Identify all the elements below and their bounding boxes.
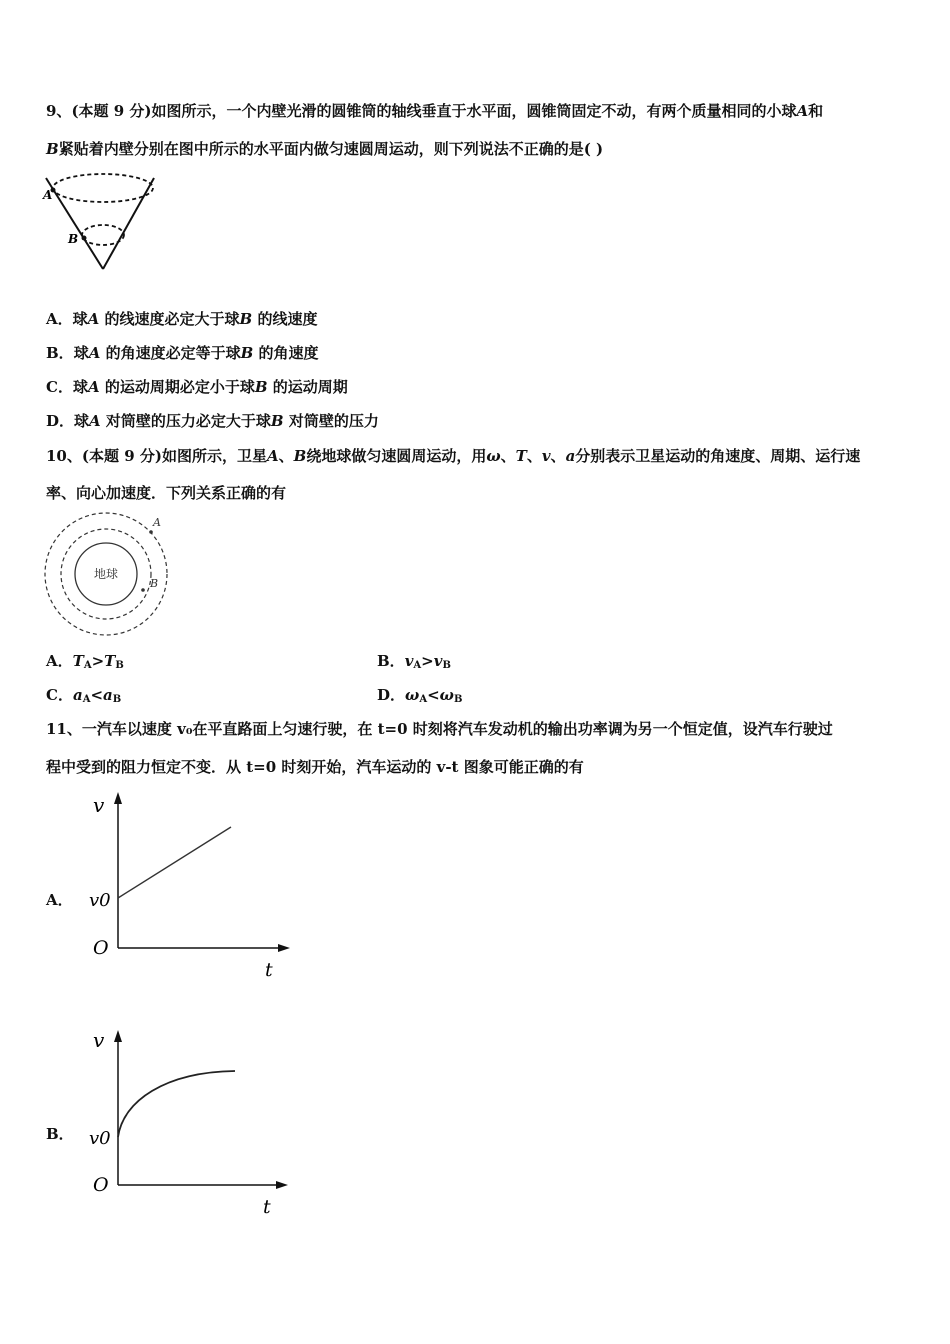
satellite-a-dot [149,530,153,534]
q10-option-b[interactable]: B．$v_A>v_B$ [377,652,451,671]
q9-stem-text: 如图所示，一个内壁光滑的圆锥筒的轴线垂直于水平面，圆锥筒固定不动，有两个质量相同的小球 [151,102,797,120]
q9-ball-b: B [46,140,59,158]
upper-circle-path [53,174,153,202]
q9-number: 9、 [46,102,72,120]
orbit-label-a: A [153,516,161,529]
q9-option-b[interactable]: B．球A 的角速度必定等于球B 的角速度 [46,344,319,362]
ball-b-dot [82,236,87,241]
vt-line [118,827,231,898]
v0-label: v0 [89,1128,111,1149]
q10-option-d[interactable]: D．$\omega_A<\omega_B$ [377,686,463,705]
q10-score: (本题 9 分) [81,447,162,465]
x-axis-arrow [278,944,290,952]
earth-label: 地球 [93,567,119,581]
q11-option-a-graph [85,788,295,988]
q11-stem-line2: 程中受到的阻力恒定不变．从 t=0 时刻开始，汽车运动的 v-t 图象可能正确的有 [46,758,584,776]
q10-stem-line1: 10、(本题 9 分)如图所示，卫星A、B绕地球做匀速圆周运动，用ω、T、v、a分别表示卫星运动的角速度、周期、运行速 [46,447,861,465]
y-axis-arrow [114,1030,122,1042]
q11-stem-text: 一汽车以速度 v₀在平直路面上匀速行驶，在 t=0 时刻将汽车发动机的输出功率调为另一个恒定值，设汽车行驶过 [81,720,833,738]
origin-label: O [93,1174,109,1196]
q10-orbit-figure [42,510,172,640]
cone-label-b: B [68,232,79,246]
v0-label: v0 [89,890,111,911]
satellite-b-dot [141,588,145,592]
q9-option-c[interactable]: C．球A 的运动周期必定小于球B 的运动周期 [46,378,348,396]
lower-circle-path [82,225,124,245]
q9-cone-figure [40,168,160,278]
y-axis-label: v [93,1028,105,1052]
q10-option-c[interactable]: C．$a_A<a_B$ [46,686,122,705]
vt-curve [118,1071,235,1137]
q10-option-a[interactable]: A．$T_A>T_B$ [46,652,124,671]
q11-stem-line1 [46,719,833,739]
q9-ball-a: A [796,102,809,120]
q9-stem-text2: 紧贴着内壁分别在图中所示的水平面内做匀速圆周运动，则下列说法不正确的是( ) [58,140,604,158]
origin-label: O [93,937,109,959]
q11-option-b-label[interactable]: B． [46,1125,74,1143]
q9-stem-line1 [46,101,823,121]
q11-option-b-graph [85,1026,295,1221]
y-axis-arrow [114,792,122,804]
x-axis-label: t [263,1196,271,1218]
q9-option-a[interactable]: A．球A 的线速度必定大于球B 的线速度 [46,310,318,328]
q9-stem-line2 [46,139,603,159]
q10-number: 10、 [46,447,82,465]
q11-option-a-label[interactable]: A． [46,891,73,909]
q11-number: 11、 [46,720,82,738]
q9-score: (本题 9 分) [71,102,152,120]
q10-stem-line2: 率、向心加速度．下列关系正确的有 [46,484,287,502]
cone-right-side [103,178,154,269]
y-axis-label: v [93,793,105,817]
orbit-label-b: B [150,577,159,590]
x-axis-arrow [276,1181,288,1189]
q9-option-d[interactable]: D．球A 对筒壁的压力必定大于球B 对筒壁的压力 [46,412,379,430]
q9-and: 和 [808,102,824,120]
cone-label-a: A [43,188,53,202]
x-axis-label: t [265,959,273,981]
